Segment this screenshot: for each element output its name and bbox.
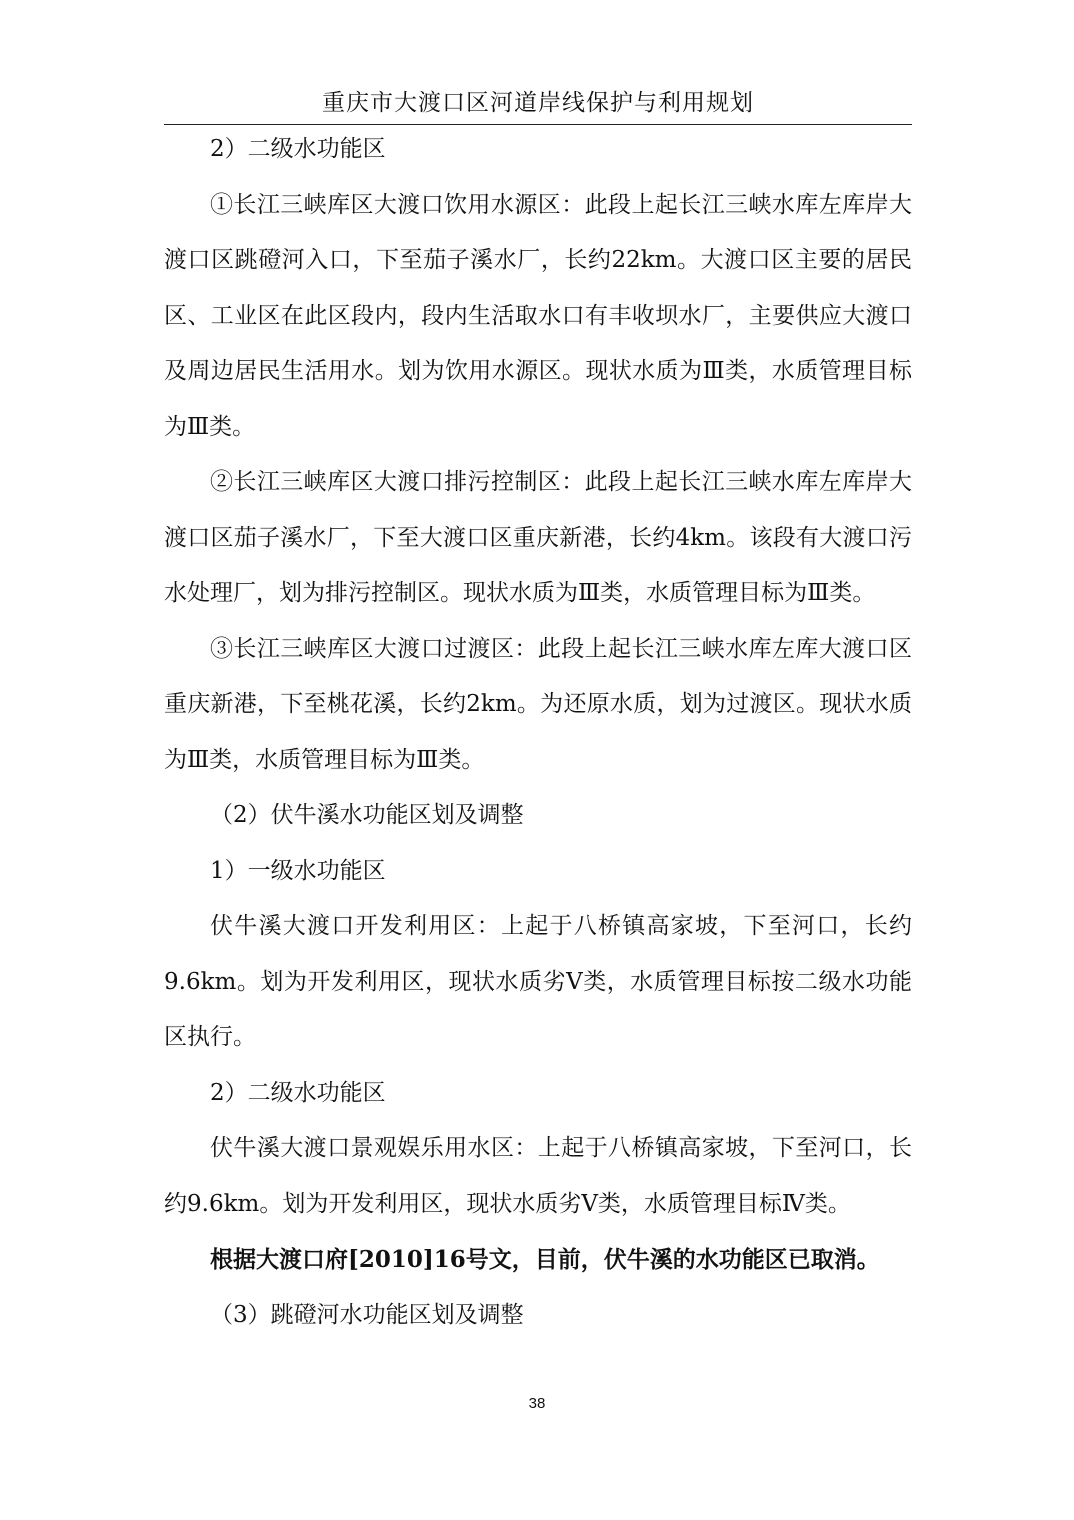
paragraph: 2）二级水功能区 <box>210 136 386 162</box>
paragraph: ②长江三峡库区大渡口排污控制区：此段上起长江三峡水库左库岸大渡口区茄子溪水厂，下至大渡口区重庆新港，长约4km。该段有大渡口污水处理厂，划为排污控制区。现状水质为Ⅲ类，水质管理目标为Ⅲ类。 <box>164 469 912 606</box>
paragraph: ③长江三峡库区大渡口过渡区：此段上起长江三峡水库左库大渡口区重庆新港，下至桃花溪，长约2km。为还原水质，划为过渡区。现状水质为Ⅲ类，水质管理目标为Ⅲ类。 <box>164 635 912 773</box>
body-text <box>164 122 912 1343</box>
paragraph-bold-notice: 根据大渡口府[2010]16号文，目前，伏牛溪的水功能区已取消。 <box>210 1246 880 1273</box>
paragraph: 伏牛溪大渡口景观娱乐用水区：上起于八桥镇高家坡，下至河口，长约9.6km。划为开发利用区，现状水质劣Ⅴ类，水质管理目标Ⅳ类。 <box>164 1135 912 1217</box>
paragraph: 1）一级水功能区 <box>210 857 386 884</box>
paragraph: （2）伏牛溪水功能区划及调整 <box>210 802 524 828</box>
page-number: 38 <box>528 1395 546 1412</box>
paragraph: ①长江三峡库区大渡口饮用水源区：此段上起长江三峡水库左库岸大渡口区跳磴河入口，下至茄子溪水厂，长约22km。大渡口区主要的居民区、工业区在此区段内，段内生活取水口有丰收坝水厂，主要供应大渡口及周边居民生活用水。划为饮用水源区。现状水质为Ⅲ类，水质管理目标为Ⅲ类。 <box>164 191 912 440</box>
paragraph: （3）跳磴河水功能区划及调整 <box>210 1301 524 1328</box>
paragraph: 伏牛溪大渡口开发利用区：上起于八桥镇高家坡，下至河口，长约9.6km。划为开发利用区，现状水质劣Ⅴ类，水质管理目标按二级水功能区执行。 <box>164 913 912 1050</box>
paragraph: 2）二级水功能区 <box>210 1079 386 1106</box>
running-header: 重庆市大渡口区河道岸线保护与利用规划 <box>322 90 754 116</box>
